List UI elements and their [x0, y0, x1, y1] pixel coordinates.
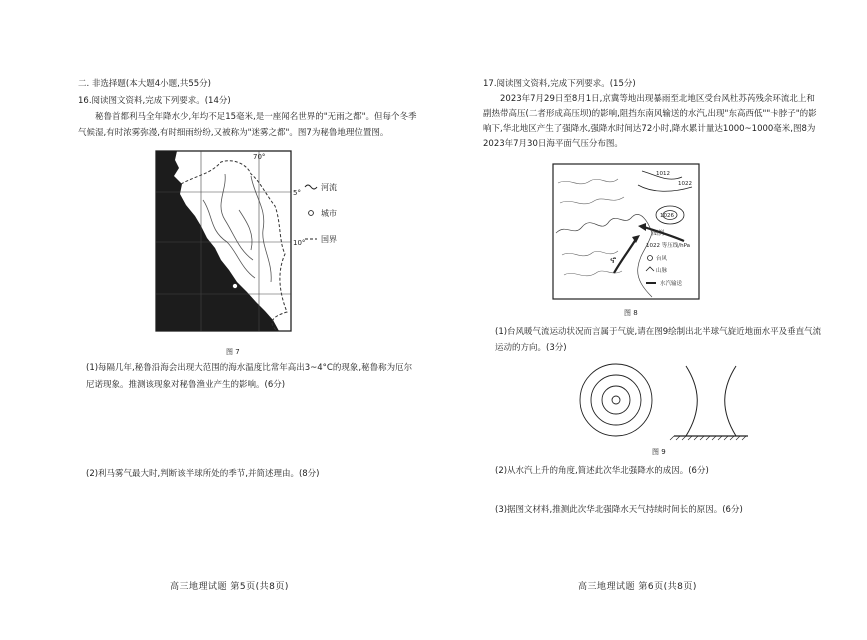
river-icon [305, 185, 317, 189]
cyclone-section-view [670, 366, 748, 440]
lat-label: 5° [293, 189, 301, 197]
city-icon [309, 211, 314, 216]
legend-label: 台风 [656, 256, 668, 262]
q17-intro: 2023年7月29日至8月1日,京冀等地出现暴雨至北地区受台风杜苏芮残余环流北上和副热带高压(二者形成高压坝)的影响,阻挡东南风输送的水汽,出现"东高西低""卡脖子"的影响下,华北地区产生了强降水,强降水时间达72小时,降水累计量达1000~1000毫米,图8为2023年7月30日海平面气压分布图。 [483, 94, 817, 149]
q17-stem: 17.阅读图文资料,完成下列要求。(15分) [483, 79, 636, 89]
legend-label: 山脉 [656, 268, 668, 274]
cyclone-plan-view [580, 364, 652, 436]
ground-hatch [670, 436, 746, 440]
isobar-label: 1026 [660, 213, 674, 219]
peru-map-figure [155, 150, 355, 342]
isobar-label: 1012 [656, 171, 670, 177]
q16-sub2: (2)利马雾气最大时,判断该半球所处的季节,并简述理由。(8分) [86, 469, 320, 479]
isobar-label: 1022 [678, 181, 692, 187]
legend-label: 河流 [321, 183, 337, 192]
q17-sub3: (3)据图文材料,推测此次华北强降水天气持续时间长的原因。(6分) [495, 505, 743, 515]
legend-label: 城市 [321, 209, 337, 218]
city-marker [232, 283, 237, 288]
cyclone-diagram [578, 362, 758, 442]
q16-sub1: (1)每隔几年,秘鲁沿海会出现大范围的海水温度比常年高出3~4°C的现象,秘鲁称为厄尔尼诺现象。推测该现象对秘鲁渔业产生的影响。(6分) [86, 363, 413, 390]
typhoon-symbol: ኖ [610, 255, 617, 266]
pressure-map-figure [552, 163, 702, 303]
q17-sub2: (2)从水汽上升的角度,简述此次华北强降水的成因。(6分) [495, 466, 709, 476]
right-footer: 高三地理试题 第6页(共8页) [578, 582, 697, 592]
legend-title: 图例 [652, 230, 665, 237]
section-heading: 二. 非选择题(本大题4小题,共55分) [78, 79, 211, 89]
figure9-caption: 图 9 [652, 448, 666, 456]
figure8-caption: 图 8 [624, 309, 638, 317]
figure7-caption: 图 7 [226, 348, 240, 356]
left-footer: 高三地理试题 第5页(共8页) [170, 582, 289, 592]
q16-stem: 16.阅读图文资料,完成下列要求。(14分) [78, 96, 231, 106]
q17-sub1: (1)台风暖气流运动状况而言属于气旋,请在图9绘制出北半球气旋近地面水平及垂直气流运动的方向。(3分) [495, 327, 822, 353]
q16-intro: 秘鲁首都利马全年降水少,年均不足15毫米,是一座闻名世界的"无雨之都"。但每个冬季气候湿,有时浓雾弥漫,有时细雨纷纷,又被称为"迷雾之都"。图7为秘鲁地理位置图。 [78, 112, 417, 138]
legend-label: 水汽输送 [660, 281, 683, 287]
map-legend [305, 182, 337, 244]
legend-label: 1022 等压线/hPa [646, 243, 691, 249]
legend-label: 国界 [321, 235, 337, 244]
lat-label: 10° [293, 239, 306, 247]
lon-label: 70° [253, 153, 266, 161]
